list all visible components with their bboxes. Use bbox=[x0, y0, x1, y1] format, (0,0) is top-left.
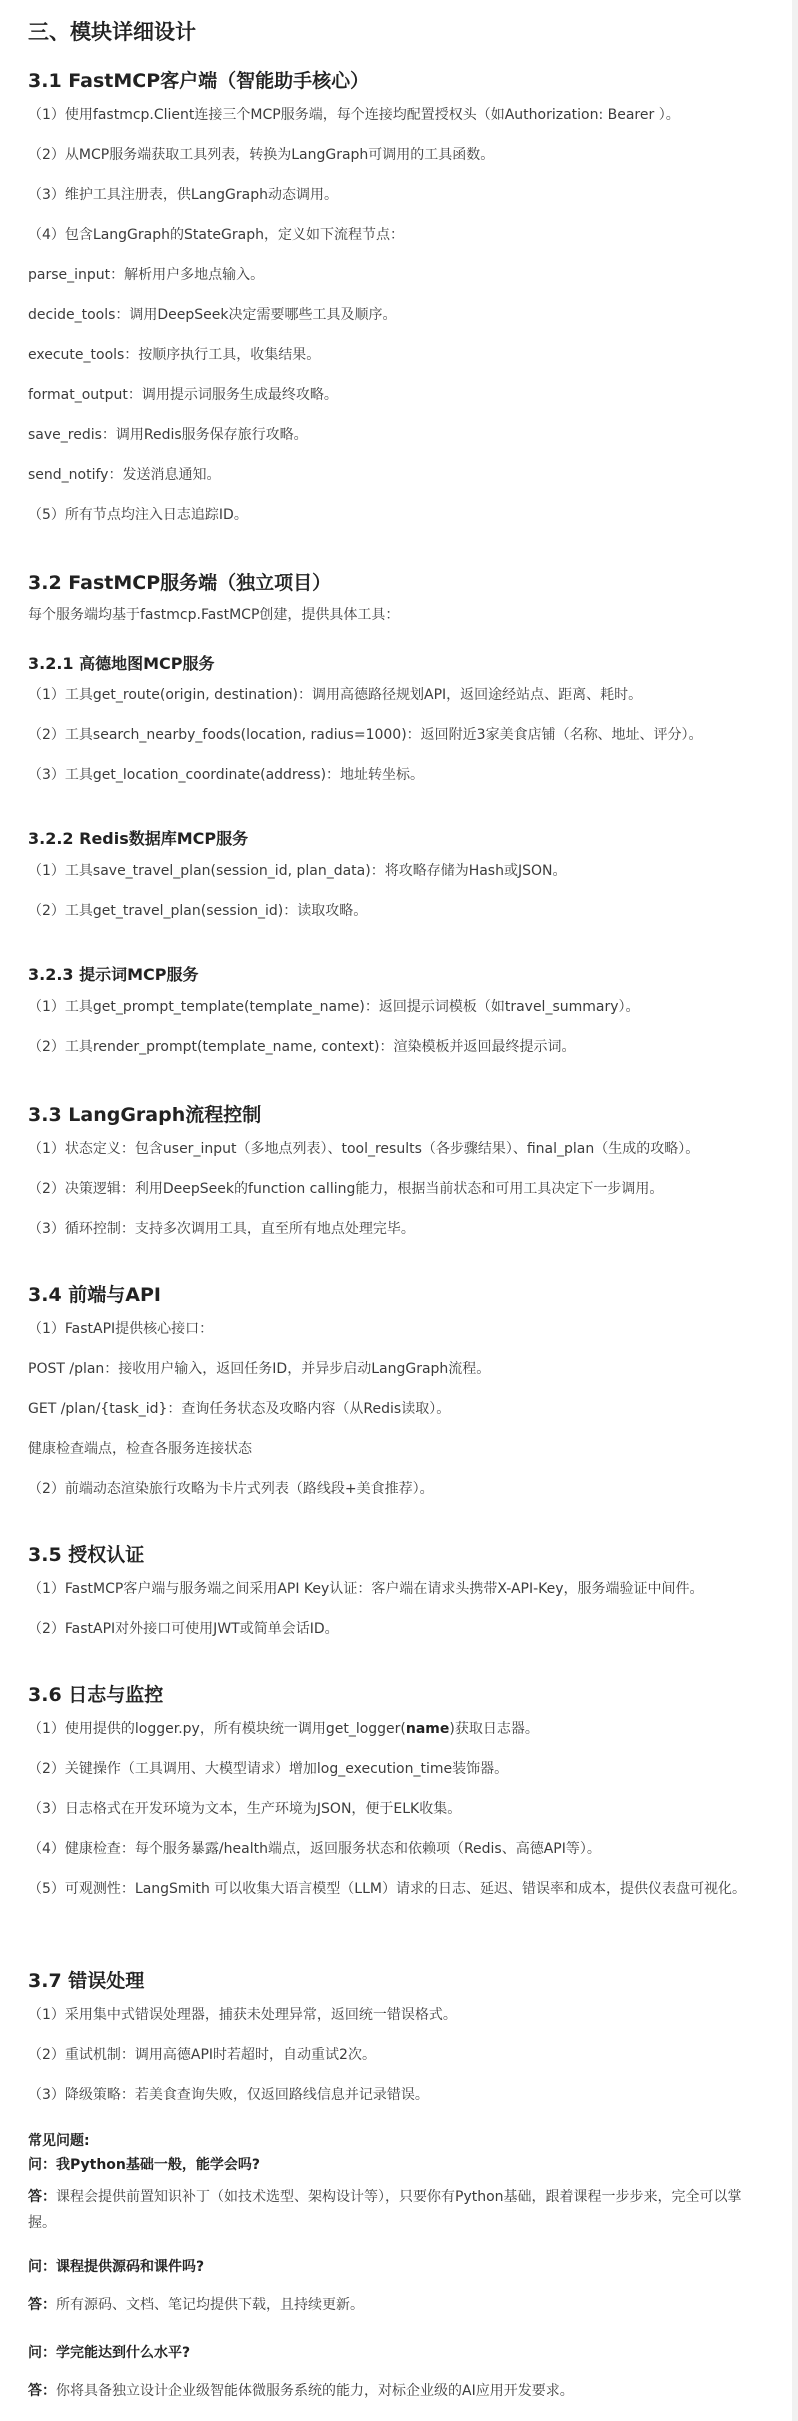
s31-item-5: （5）所有节点均注入日志追踪ID。 bbox=[28, 507, 248, 523]
s37-item-3: （3）降级策略：若美食查询失败，仅返回路线信息并记录错误。 bbox=[28, 2087, 429, 2103]
s33-item-3: （3）循环控制：支持多次调用工具，直至所有地点处理完毕。 bbox=[28, 1221, 415, 1237]
section-3-1-heading: 3.1 FastMCP客户端（智能助手核心） bbox=[28, 70, 370, 92]
s37-item-2: （2）重试机制：调用高德API时若超时，自动重试2次。 bbox=[28, 2047, 376, 2063]
faq-answer-1-label: 答： bbox=[28, 2189, 56, 2205]
s322-item-2: （2）工具get_travel_plan(session_id)：读取攻略。 bbox=[28, 903, 368, 919]
faq-answer-2-label: 答： bbox=[28, 2297, 56, 2313]
s35-item-1: （1）FastMCP客户端与服务端之间采用API Key认证：客户端在请求头携带X-API-Key，服务端验证中间件。 bbox=[28, 1581, 704, 1597]
faq-question-1: 问：我Python基础一般，能学会吗? bbox=[28, 2157, 261, 2173]
s36-item-4: （4）健康检查：每个服务暴露/health端点，返回服务状态和依赖项（Redis、高德API等）。 bbox=[28, 1841, 601, 1857]
s321-item-1: （1）工具get_route(origin, destination)：调用高德路径规划API，返回途经站点、距离、耗时。 bbox=[28, 687, 643, 703]
s36-item-3: （3）日志格式在开发环境为文本，生产环境为JSON，便于ELK收集。 bbox=[28, 1801, 462, 1817]
s31-node-parse-input: parse_input：解析用户多地点输入。 bbox=[28, 267, 265, 283]
s31-item-3: （3）维护工具注册表，供LangGraph动态调用。 bbox=[28, 187, 338, 203]
s323-item-2: （2）工具render_prompt(template_name, context)：渲染模板并返回最终提示词。 bbox=[28, 1039, 576, 1055]
section-3-3-heading: 3.3 LangGraph流程控制 bbox=[28, 1104, 262, 1126]
s33-item-2: （2）决策逻辑：利用DeepSeek的function calling能力，根据当前状态和可用工具决定下一步调用。 bbox=[28, 1181, 664, 1197]
faq-question-3: 问：学完能达到什么水平? bbox=[28, 2345, 191, 2361]
section-3-2-1-heading: 3.2.1 高德地图MCP服务 bbox=[28, 654, 215, 673]
s36-item-1-pre: （1）使用提供的logger.py，所有模块统一调用get_logger( bbox=[28, 1721, 406, 1737]
section-3-4-heading: 3.4 前端与API bbox=[28, 1284, 161, 1306]
faq-question-2: 问：课程提供源码和课件吗? bbox=[28, 2259, 205, 2275]
s31-node-execute-tools: execute_tools：按顺序执行工具，收集结果。 bbox=[28, 347, 321, 363]
section-3-2-3-heading: 3.2.3 提示词MCP服务 bbox=[28, 965, 199, 984]
s32-intro: 每个服务端均基于fastmcp.FastMCP创建，提供具体工具： bbox=[28, 607, 400, 623]
s36-item-2: （2）关键操作（工具调用、大模型请求）增加log_execution_time装饰器。 bbox=[28, 1761, 509, 1777]
s31-node-save-redis: save_redis：调用Redis服务保存旅行攻略。 bbox=[28, 427, 308, 443]
faq-answer-1 bbox=[28, 2184, 768, 2236]
s321-item-2: （2）工具search_nearby_foods(location, radius=1000)：返回附近3家美食店铺（名称、地址、评分）。 bbox=[28, 727, 703, 743]
s31-node-decide-tools: decide_tools：调用DeepSeek决定需要哪些工具及顺序。 bbox=[28, 307, 397, 323]
s37-item-1: （1）采用集中式错误处理器，捕获未处理异常，返回统一错误格式。 bbox=[28, 2007, 457, 2023]
s34-health-endpoint: 健康检查端点，检查各服务连接状态 bbox=[28, 1441, 252, 1457]
section-3-6-heading: 3.6 日志与监控 bbox=[28, 1684, 164, 1706]
s323-item-1: （1）工具get_prompt_template(template_name)：返回提示词模板（如travel_summary）。 bbox=[28, 999, 640, 1015]
s34-item-1: （1）FastAPI提供核心接口： bbox=[28, 1321, 214, 1337]
section-3-2-2-heading: 3.2.2 Redis数据库MCP服务 bbox=[28, 829, 249, 848]
s31-item-2: （2）从MCP服务端获取工具列表，转换为LangGraph可调用的工具函数。 bbox=[28, 147, 495, 163]
faq-answer-3-label: 答： bbox=[28, 2383, 56, 2399]
faq-answer-3-text: 你将具备独立设计企业级智能体微服务系统的能力，对标企业级的AI应用开发要求。 bbox=[56, 2383, 574, 2399]
s31-node-send-notify: send_notify：发送消息通知。 bbox=[28, 467, 221, 483]
s36-item-1-post: )获取日志器。 bbox=[449, 1721, 539, 1737]
section-3-2-heading: 3.2 FastMCP服务端（独立项目） bbox=[28, 572, 332, 594]
page-title: 三、模块详细设计 bbox=[28, 20, 196, 44]
s35-item-2: （2）FastAPI对外接口可使用JWT或简单会话ID。 bbox=[28, 1621, 339, 1637]
faq-answer-2 bbox=[28, 2292, 768, 2318]
s322-item-1: （1）工具save_travel_plan(session_id, plan_data)：将攻略存储为Hash或JSON。 bbox=[28, 863, 567, 879]
s36-item-1-name: name bbox=[405, 1721, 450, 1737]
s34-post-plan: POST /plan：接收用户输入，返回任务ID，并异步启动LangGraph流程。 bbox=[28, 1361, 491, 1377]
section-3-7-heading: 3.7 错误处理 bbox=[28, 1970, 145, 1992]
s31-item-1: （1）使用fastmcp.Client连接三个MCP服务端，每个连接均配置授权头（如Authorization: Bearer ）。 bbox=[28, 107, 680, 123]
s33-item-1: （1）状态定义：包含user_input（多地点列表）、tool_results（各步骤结果）、final_plan（生成的攻略）。 bbox=[28, 1141, 700, 1157]
s31-item-4: （4）包含LangGraph的StateGraph，定义如下流程节点： bbox=[28, 227, 404, 243]
s36-item-1 bbox=[28, 1716, 768, 1742]
section-3-5-heading: 3.5 授权认证 bbox=[28, 1544, 145, 1566]
s34-item-2: （2）前端动态渲染旅行攻略为卡片式列表（路线段+美食推荐）。 bbox=[28, 1481, 434, 1497]
s321-item-3: （3）工具get_location_coordinate(address)：地址转坐标。 bbox=[28, 767, 425, 783]
s34-get-plan: GET /plan/{task_id}：查询任务状态及攻略内容（从Redis读取）。 bbox=[28, 1401, 451, 1417]
faq-answer-2-text: 所有源码、文档、笔记均提供下载，且持续更新。 bbox=[56, 2297, 364, 2313]
faq-heading: 常见问题: bbox=[28, 2133, 90, 2149]
s36-item-5: （5）可观测性：LangSmith 可以收集大语言模型（LLM）请求的日志、延迟、错误率和成本，提供仪表盘可视化。 bbox=[28, 1881, 746, 1897]
faq-answer-1-text: 课程会提供前置知识补丁（如技术选型、架构设计等），只要你有Python基础，跟着课程一步步来，完全可以掌握。 bbox=[28, 2189, 742, 2231]
s31-node-format-output: format_output：调用提示词服务生成最终攻略。 bbox=[28, 387, 338, 403]
faq-answer-3 bbox=[28, 2378, 768, 2404]
